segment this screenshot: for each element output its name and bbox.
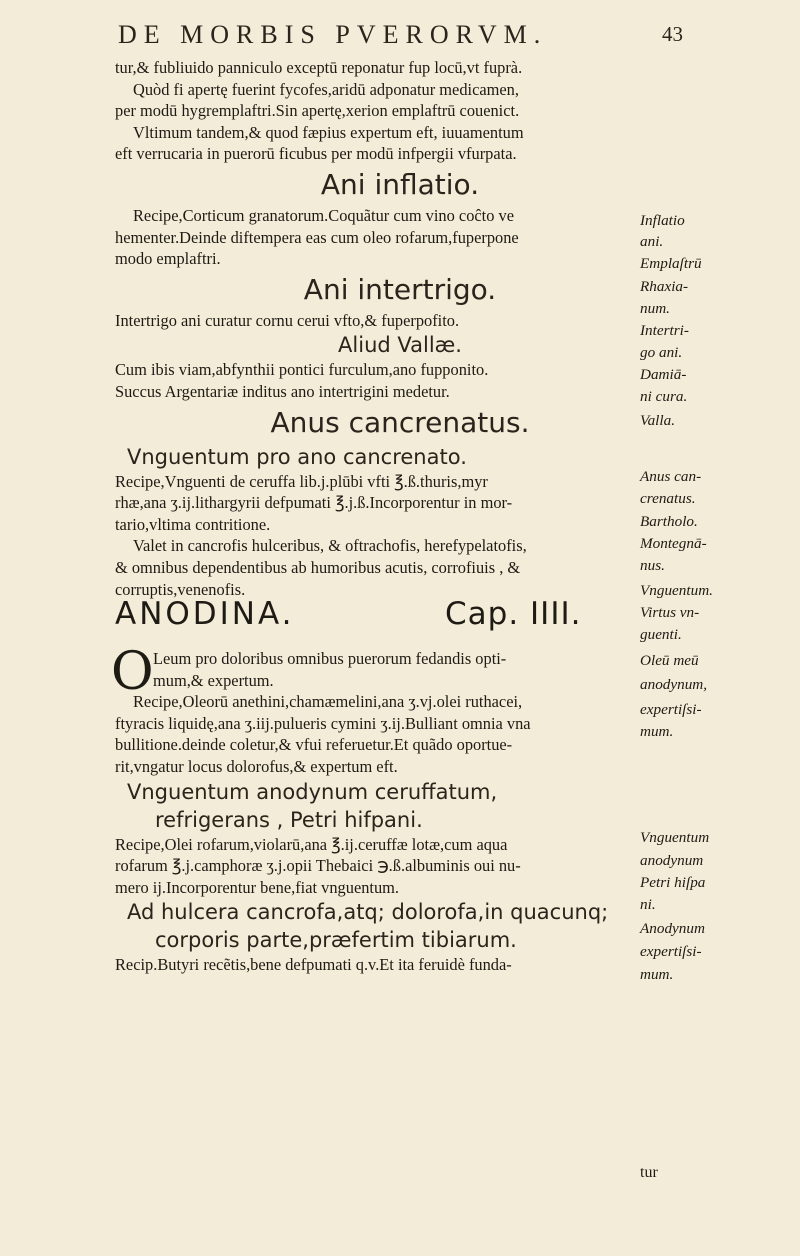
running-header — [118, 20, 683, 56]
margin-note: Emplaſtrū — [640, 255, 702, 272]
text-line: eft verrucaria in puerorū ficubus per modū infpergii vfurpata. — [115, 144, 517, 164]
margin-note: go ani. — [640, 344, 683, 361]
margin-note: num. — [640, 300, 670, 317]
margin-note: ni cura. — [640, 388, 688, 405]
text-line: rhæ,ana ʒ.ij.lithargyrii defpumati ℥.j.ß.Incorporentur in mor- — [115, 493, 513, 513]
margin-note: mum. — [640, 723, 674, 740]
margin-note: Montegnā- — [640, 535, 707, 552]
margin-note: anodynum, — [640, 676, 708, 693]
margin-note: Oleū meū — [640, 652, 699, 669]
text-line: modo emplaftri. — [115, 249, 221, 269]
text-line: tur,& fubliuido panniculo exceptū reponatur fup locū,vt fuprà. — [115, 58, 523, 77]
text-line: ftyracis liquidę,ana ʒ.iij.pulueris cymini ʒ.ij.Bulliant omnia vna — [115, 713, 531, 733]
margin-note: crenatus. — [640, 490, 696, 507]
text-line: Quòd fi apertę fuerint fycofes,aridū adponatur medicamen, — [133, 79, 519, 99]
heading-aliud-vallae: Aliud Vallæ. — [338, 333, 462, 358]
running-title: DE MORBIS PVERORVM. — [118, 20, 548, 49]
page-number: 43 — [662, 22, 683, 46]
text-line: & omnibus dependentibus ab humoribus acutis, corrofiuis , & — [115, 557, 521, 577]
margin-note: expertiſsi- — [640, 943, 702, 960]
text-line: mero ij.Incorporentur bene,fiat vnguentum. — [115, 877, 400, 897]
heading-ani-intertrigo: Ani intertrigo. — [303, 272, 497, 306]
heading-vnguentum-anodynum: Vnguentum anodynum ceruffatum, — [127, 779, 498, 804]
margin-note: Damiā- — [640, 366, 687, 383]
chapter-label: Cap. IIII. — [445, 596, 582, 633]
text-line: Recipe,Vnguenti de ceruffa lib.j.plūbi vfti ℥.ß.thuris,myr — [115, 471, 488, 491]
text-line: rofarum ℥.j.camphoræ ʒ.j.opii Thebaici ℈.ß.albuminis oui nu- — [115, 856, 521, 876]
text-line: Recip.Butyri recẽtis,bene defpumati q.v.Et ita feruidè funda- — [115, 955, 512, 975]
catchword: tur — [640, 1164, 658, 1181]
heading-corporis-parte: corporis parte,præfertim tibiarum. — [155, 928, 517, 953]
margin-note: Valla. — [640, 412, 676, 429]
text-line: Succus Argentariæ inditus ano intertrigini medetur. — [115, 381, 450, 401]
margin-note: mum. — [640, 966, 674, 983]
margin-note: Anodynum — [640, 920, 705, 937]
heading-vnguentum-pro-ano: Vnguentum pro ano cancrenato. — [127, 444, 467, 469]
heading-ani-inflatio: Ani inflatio. — [320, 167, 480, 201]
heading-refrigerans: refrigerans , Petri hifpani. — [155, 807, 423, 832]
text-line: tario,vltima contritione. — [115, 514, 271, 534]
text-line: bullitione.deinde coletur,& vfui referuetur.Et quãdo oportue- — [115, 735, 513, 755]
margin-note: Vnguentum. — [640, 582, 713, 599]
section-title: ANODINA. — [115, 596, 295, 633]
margin-note: guenti. — [640, 626, 682, 643]
text-line: rit,vngatur locus dolorofus,& expertum eft. — [115, 757, 398, 777]
main-text-column — [111, 57, 688, 976]
section-heading-anodina — [115, 596, 685, 648]
text-line: Vltimum tandem,& quod fæpius expertum eft, iuuamentum — [133, 122, 524, 142]
margin-note: nus. — [640, 557, 665, 574]
text-line: corruptis,venenofis. — [115, 579, 246, 599]
margin-note: Anus can- — [640, 468, 702, 485]
heading-anus-cancrenatus: Anus cancrenatus. — [270, 405, 530, 439]
text-line: Valet in cancrofis hulceribus, & oftrachofis, herefypelatofis, — [133, 536, 527, 556]
margin-note: Inflatio — [640, 212, 685, 229]
margin-note: ni. — [640, 896, 656, 913]
margin-note: Petri hiſpa — [640, 874, 706, 891]
text-line: Cum ibis viam,abfynthii pontici furculum,ano fupponito. — [115, 360, 489, 380]
text-line: hementer.Deinde diftempera eas cum oleo rofarum,fuperpone — [115, 227, 519, 247]
margin-note: Vnguentum — [640, 829, 710, 846]
drop-cap-letter: O — [111, 642, 154, 703]
text-line: Recipe,Corticum granatorum.Coquãtur cum vino coĉto ve — [133, 205, 514, 225]
margin-note: anodynum — [640, 852, 704, 869]
text-line: Recipe,Oleorū anethini,chamæmelini,ana ʒ.vj.olei ruthacei, — [133, 692, 523, 712]
margin-note: Intertri- — [640, 322, 689, 339]
text-line: mum,& expertum. — [153, 670, 274, 690]
margin-note: Virtus vn- — [640, 604, 700, 621]
text-line: Recipe,Olei rofarum,violarū,ana ℥.ij.ceruffæ lotæ,cum aqua — [115, 834, 508, 854]
text-line: Leum pro doloribus omnibus puerorum fedandis opti- — [153, 649, 507, 669]
margin-note: expertiſsi- — [640, 701, 702, 718]
margin-note: ani. — [640, 233, 664, 250]
text-line: Intertrigo ani curatur cornu cerui vfto,& fuperpofito. — [115, 310, 460, 330]
margin-note: Rhaxia- — [640, 278, 689, 295]
margin-note: Bartholo. — [640, 513, 698, 530]
heading-ad-hulcera: Ad hulcera cancrofa,atq; dolorofa,in quacunq; — [127, 900, 609, 925]
text-line: per modū hygremplaftri.Sin apertę,xerion emplaftrū couenict. — [115, 101, 520, 121]
